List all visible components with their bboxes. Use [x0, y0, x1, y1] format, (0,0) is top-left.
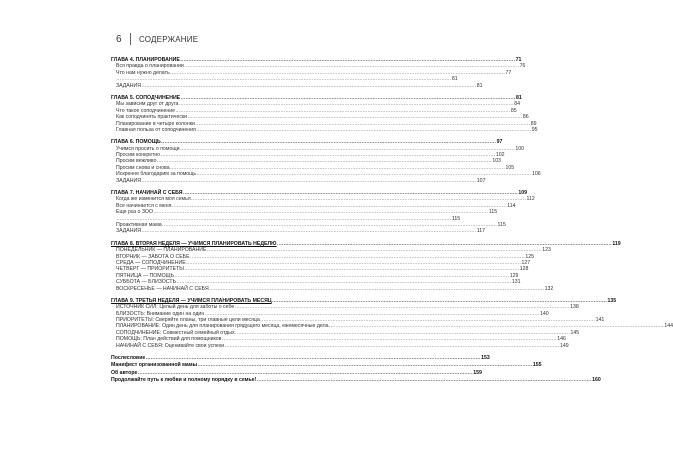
- section-entry-page: 76: [519, 63, 526, 70]
- section-entry-page: 127: [521, 259, 531, 266]
- section-entry-title: СУББОТА — БЛИЗОСТЬ: [116, 279, 176, 286]
- section-entry-title: НАЧИНАЙ С СЕБЯ: Оценивайте свои успехи: [116, 342, 225, 349]
- section-entry-title: Все начинается с меня: [116, 202, 172, 209]
- section-entry-page: 112: [526, 196, 535, 203]
- dot-leader: [138, 370, 473, 376]
- section-entry-page: 107: [476, 177, 486, 184]
- section-entry-title: ПОМОЩЬ: План действий для помощников: [116, 336, 222, 343]
- dot-leader: [225, 343, 560, 349]
- section-entry-title: ИСТОЧНИК СИЛ: Целый день для заботы о себе: [116, 304, 235, 311]
- back-matter-entry-title: Манифест организованной мамы: [111, 362, 198, 369]
- section-entry-page: 115: [497, 221, 506, 228]
- section-entry-page: 132: [544, 285, 554, 292]
- section-entry: [111, 228, 486, 235]
- section-entry-page: 81: [476, 82, 483, 89]
- section-entry-title: ЗАДАНИЯ: [116, 228, 141, 235]
- section-entry-page: 106: [531, 171, 541, 178]
- section-entry-title: Еще раз о ЗОО: [116, 209, 153, 216]
- section-entry-title: Планирование в четыре колонки: [116, 120, 195, 127]
- section-entry-title: Просим конкретно: [116, 152, 161, 159]
- section-entry-title: Проактивная мама: [116, 221, 162, 228]
- section-entry-page: 105: [505, 164, 515, 171]
- chapter-group: [111, 297, 673, 349]
- chapter-entry-page: 81: [515, 94, 522, 101]
- page-number: 6: [116, 33, 122, 45]
- section-entry-page: 103: [492, 158, 501, 165]
- section-entry-page: 141: [595, 317, 605, 324]
- back-matter-entry: [111, 369, 482, 376]
- dot-leader: [198, 362, 533, 368]
- section-entry-title: ВОСКРЕСЕНЬЕ — НАЧИНАЙ С СЕБЯ: [116, 285, 209, 292]
- dot-leader: [257, 377, 592, 383]
- section-entry-title: ПЯТНИЦА — ПОМОЩЬ: [116, 272, 174, 279]
- section-entry-title: БЛИЗОСТЬ: Внимание один на один: [116, 310, 205, 317]
- section-entry-title: Мы зависим друг от друга: [116, 101, 179, 108]
- section-entry-page: 81: [451, 76, 458, 83]
- dot-leader: [141, 228, 476, 234]
- section-entry-page: 145: [570, 329, 580, 336]
- dot-leader: [196, 127, 531, 133]
- section-entry-page: 146: [557, 336, 566, 343]
- chapter-entry-title: ГЛАВА 4. ПЛАНИРОВАНИЕ: [111, 57, 180, 63]
- chapter-entry-title: ГЛАВА 5. СОПОДЧИНЕНИЕ: [111, 94, 181, 101]
- chapter-group: [111, 240, 621, 292]
- back-matter-entry-title: Послесловие: [111, 355, 146, 362]
- chapter-entry-page: 97: [496, 139, 503, 146]
- section-entry-page: 117: [476, 228, 486, 235]
- dot-leader: [146, 355, 481, 361]
- chapter-group: [111, 57, 526, 89]
- section-entry-title: Просим вежливо: [116, 158, 157, 165]
- section-entry-title: СРЕДА — СОПОДЧИНЕНИЕ: [116, 259, 186, 266]
- section-entry-title: ПЛАНИРОВАНИЕ: Один день для планирования грядущего месяца, ежемесячные дела: [116, 323, 329, 330]
- section-entry-page: 149: [560, 342, 569, 349]
- section-entry-title: Как соподчинять практически: [116, 114, 188, 121]
- section-entry-title: ЧЕТВЕРГ — ПРИОРИТЕТЫ: [116, 266, 184, 273]
- section-entry-title: ЗАДАНИЯ: [116, 82, 141, 89]
- section-entry-page: 140: [540, 310, 549, 317]
- chapter-entry-page: 71: [515, 57, 522, 63]
- section-entry: [111, 82, 483, 89]
- dot-leader: [209, 286, 544, 292]
- section-entry-page: 84: [514, 101, 520, 108]
- back-matter-entry-page: 155: [532, 362, 542, 369]
- section-entry-title: Просим снова и снова: [116, 164, 170, 171]
- section-entry-title: Учимся просить о помощи: [116, 145, 180, 152]
- header-title: СОДЕРЖАНИЕ: [139, 34, 199, 44]
- back-matter-entry: [111, 355, 490, 362]
- section-entry-title: ВТОРНИК — ЗАБОТА О СЕБЕ: [116, 253, 190, 260]
- section-entry-page: 77: [505, 69, 512, 76]
- section-entry-page: 95: [531, 126, 538, 133]
- section-entry-page: 89: [530, 120, 537, 127]
- section-entry-page: 102: [495, 152, 505, 159]
- chapter-entry-page: 109: [518, 190, 527, 197]
- dot-leader: [141, 178, 476, 184]
- section-entry-title: Вся правда о планировании: [116, 63, 184, 70]
- section-entry-page: 86: [522, 114, 529, 121]
- back-matter-entry-page: 160: [592, 377, 601, 384]
- section-entry-title: Когда же изменится моя семья: [116, 196, 191, 203]
- section-entry-page: 131: [511, 279, 521, 286]
- chapter-entry-title: ГЛАВА 6. ПОМОЩЬ: [111, 139, 161, 146]
- chapter-entry-page: 135: [607, 297, 617, 304]
- section-entry: [111, 126, 538, 133]
- chapter-group: [111, 94, 538, 133]
- section-entry-page: 123: [542, 247, 551, 254]
- section-entry-page: 129: [509, 272, 519, 279]
- section-entry-page: 100: [515, 145, 525, 152]
- dot-leader: [141, 83, 476, 89]
- page-header: [116, 33, 198, 45]
- back-matter-entry-page: 159: [473, 369, 482, 376]
- back-matter-entry: [111, 362, 542, 369]
- section-entry: [111, 342, 569, 349]
- section-entry-title: Что такое соподчинение: [116, 107, 175, 114]
- section-entry-page: 85: [510, 107, 517, 114]
- section-entry-page: 114: [507, 202, 516, 209]
- section-entry-title: ЗАДАНИЯ: [116, 177, 141, 184]
- back-matter-entry-title: Об авторе: [111, 369, 138, 376]
- back-matter-entry-page: 153: [481, 355, 490, 362]
- back-matter-entry-title: Продолжайте путь к любви и полному порядку в семье!: [111, 377, 257, 384]
- chapter-entry-title: ГЛАВА 7. НАЧИНАЙ С СЕБЯ: [111, 190, 183, 197]
- section-entry-title: СОПОДЧИНЕНИЕ: Совместный семейный отдых: [116, 329, 235, 336]
- section-entry: [111, 285, 554, 292]
- section-entry-page: 128: [519, 266, 529, 273]
- header-divider: [130, 33, 131, 45]
- section-entry-page: 115: [451, 215, 461, 222]
- chapter-group: [111, 139, 541, 184]
- section-entry-title: Что нам нужно делать: [116, 69, 170, 76]
- section-entry-page: 138: [570, 304, 579, 311]
- section-entry-title: Главная польза от соподчинения: [116, 126, 196, 133]
- chapter-entry-page: 119: [612, 240, 621, 247]
- section-entry-title: Искренне благодарим за помощь: [116, 171, 197, 178]
- chapter-entry-title: ГЛАВА 8. ВТОРАЯ НЕДЕЛЯ — УЧИМСЯ ПЛАНИРОВАТЬ НЕДЕЛЮ: [111, 240, 277, 247]
- back-matter: [111, 355, 601, 384]
- section-entry-page: 144: [664, 323, 673, 330]
- section-entry-title: ПРИОРИТЕТЫ: Сверяйте планы, три главные цели месяца: [116, 317, 260, 324]
- section-entry-page: 125: [525, 253, 535, 260]
- table-of-contents: [111, 57, 673, 385]
- chapter-group: [111, 190, 535, 235]
- section-entry-page: 115: [488, 209, 498, 216]
- back-matter-entry: [111, 377, 601, 384]
- section-entry: [111, 177, 486, 184]
- chapter-entry-title: ГЛАВА 9. ТРЕТЬЯ НЕДЕЛЯ — УЧИМСЯ ПЛАНИРОВАТЬ МЕСЯЦ: [111, 297, 272, 304]
- section-entry-title: ПОНЕДЕЛЬНИК — ПЛАНИРОВАНИЕ: [116, 247, 207, 254]
